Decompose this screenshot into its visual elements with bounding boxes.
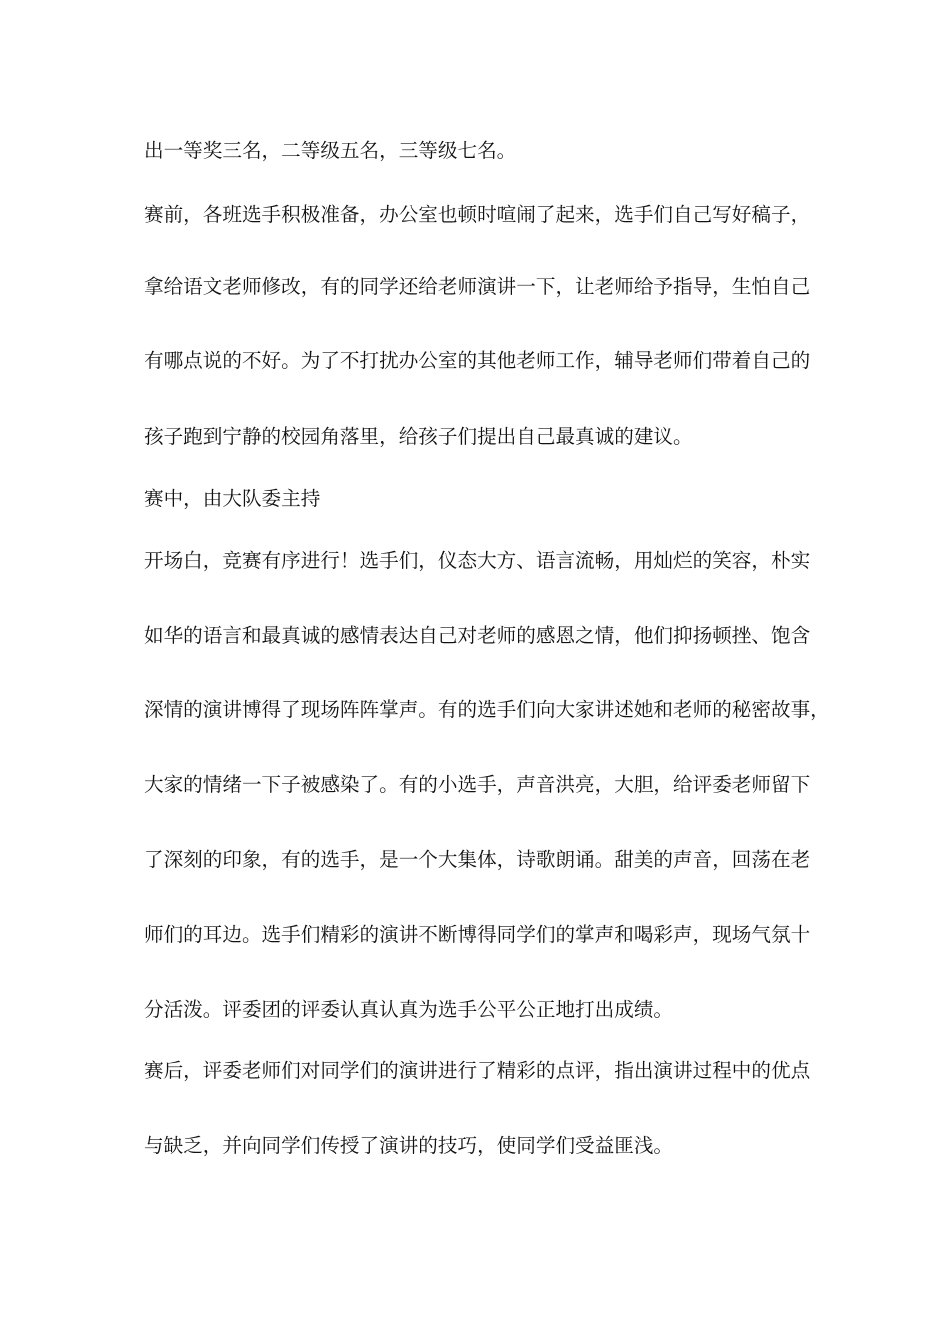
text-line: 与缺乏，并向同学们传授了演讲的技巧，使同学们受益匪浅。 xyxy=(144,1134,674,1157)
text-line: 孩子跑到宁静的校园角落里，给孩子们提出自己最真诚的建议。 xyxy=(144,425,693,448)
text-line: 深情的演讲博得了现场阵阵掌声。有的选手们向大家讲述她和老师的秘密故事， xyxy=(144,698,830,721)
text-line: 出一等奖三名，二等级五名，三等级七名。 xyxy=(144,139,517,162)
text-line: 赛中，由大队委主持 xyxy=(144,487,321,510)
text-line: 师们的耳边。选手们精彩的演讲不断博得同学们的掌声和喝彩声，现场气氛十 xyxy=(144,923,811,946)
text-line: 分活泼。评委团的评委认真认真为选手公平公正地打出成绩。 xyxy=(144,998,674,1021)
text-line: 有哪点说的不好。为了不打扰办公室的其他老师工作，辅导老师们带着自己的 xyxy=(144,349,811,372)
text-line: 赛后，评委老师们对同学们的演讲进行了精彩的点评，指出演讲过程中的优点 xyxy=(144,1059,811,1082)
text-line: 开场白，竞赛有序进行！选手们，仪态大方、语言流畅，用灿烂的笑容，朴实 xyxy=(144,549,811,572)
text-line: 赛前，各班选手积极准备，办公室也顿时喧闹了起来，选手们自己写好稿子， xyxy=(144,203,811,226)
text-line: 了深刻的印象，有的选手，是一个大集体，诗歌朗诵。甜美的声音，回荡在老 xyxy=(144,848,811,871)
text-line: 拿给语文老师修改，有的同学还给老师演讲一下，让老师给予指导，生怕自己 xyxy=(144,275,811,298)
text-line: 如华的语言和最真诚的感情表达自己对老师的感恩之情，他们抑扬顿挫、饱含 xyxy=(144,624,811,647)
text-line: 大家的情绪一下子被感染了。有的小选手，声音洪亮，大胆，给评委老师留下 xyxy=(144,773,811,796)
